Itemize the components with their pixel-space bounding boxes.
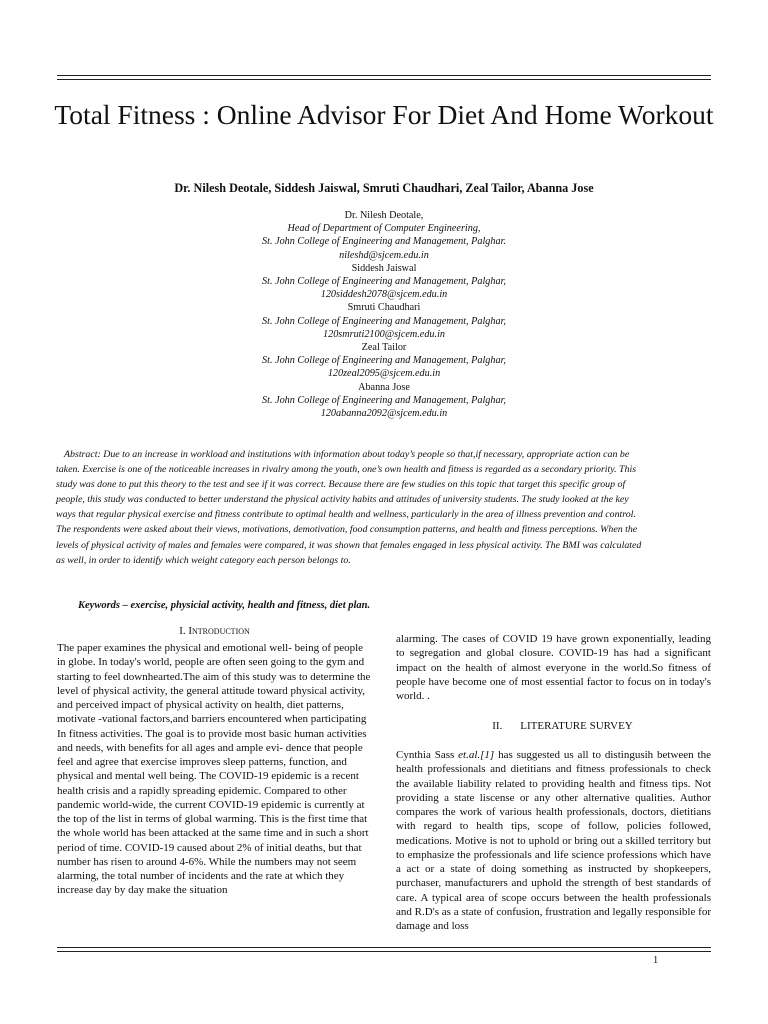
literature-text-start: Cynthia Sass [396, 749, 459, 761]
affiliation-name: Abanna Jose [358, 381, 410, 393]
affiliation-1 [140, 209, 628, 262]
top-rule-double [57, 79, 711, 80]
citation: et.al.[1] [458, 749, 495, 761]
bottom-rule-double [57, 951, 711, 952]
affiliation-line: St. John College of Engineering and Management, Palghar. [262, 236, 506, 248]
affiliation-name: Zeal Tailor [361, 342, 407, 354]
affiliations [140, 209, 628, 420]
affiliation-5 [140, 381, 628, 421]
bottom-rule [57, 947, 711, 948]
affiliation-name: Smruti Chaudhari [347, 302, 421, 314]
section-heading-introduction: I. Introduction [179, 625, 250, 637]
affiliation-line: St. John College of Engineering and Management, Palghar, [262, 315, 506, 327]
affiliation-4 [140, 341, 628, 381]
affiliation-line: St. John College of Engineering and Management, Palghar, [262, 276, 506, 288]
top-rule [57, 75, 711, 76]
affiliation-line: St. John College of Engineering and Management, Palghar, [262, 355, 506, 367]
section-number: II. [492, 720, 503, 732]
paper-title: Total Fitness : Online Advisor For Diet And Home Workout [54, 99, 714, 130]
keywords: Keywords – exercise, physicial activity, health and fitness, diet plan. [78, 600, 371, 611]
abstract-text: Abstract: Due to an increase in workload and institutions with information about today’s people so that,if necessary, appropriate action can be taken. Exercise is one of the noticeable increases in rivalry among the youth, one’s own health and fitness is regarded as a secondary priority. This study was done to put this theory to the test and see if it was correct. Because there are few studies on this topic that target this specific group of people, this study was conducted to better understand the physical activity habits and attitudes of university students. The study looked at the key ways that regular physical exercise and fitness contribute to optimal health and wellness, particularly in the area of illness prevention and control. The respondents were asked about their views, motivations, demotivation, food consumption patterns, and health and fitness perceptions. When the levels of physical activity of males and females were compared, it was shown that females engaged in less physical activity. The BMI was calculated as well, in order to identify which weight category each person belongs to. [56, 449, 642, 566]
affiliation-line: Head of Department of Computer Engineering, [287, 223, 481, 235]
literature-text-body: has suggested us all to distingusih between the health professionals and dietitians and fitness professionals to check the available liability related to providing health and fitness tips. Not providing a state liscense or any other alternative qualities. Author compares the work of various health professionals, doctors, dietitians with regard to health tips, scope of follow, policies followed, medications. Motive is not to uphold or bring out a skilled territory but to emphasize the professionals and life science professions which have a act or a state of doing something as instructed by shopkeepers, purchaser, manufacturers and uphold the strength of best standards of care. A typical area of scope occurs between the health professionals and R.D's as a state of confusion, frustration and legally responsible for damage and loss [396, 749, 711, 932]
section-heading-literature-survey [396, 720, 711, 732]
introduction-text: The paper examines the physical and emotional well- being of people in globe. In today's world, people are often seen going to the gym and starting to feel downhearted.The aim of this study was to determine the level of physical activity, the general attitude toward physical activity, and perceived impact of physical activity on health, diet patterns, motivate -vational factors,and barriers encountered when participating In fitness activities. The goal is to provide most basic human activities and needs, with benefits for all ages and ample evi- dence that people feel and agree that exercise improves sleep patterns, function, and physical and mental well being. The COVID-19 epidemic is a recent health crisis and a rapidly spreading epidemic. Compared to other pandemic world-wide, the current COVID-19 epidemic is currently at the top of the list in terms of global warming. This is the first time that the whole world has been attacked at the same time and in such a short period of time. COVID-19 caused about 2% of initial deaths, but that number has risen to around 4-6%. While the numbers may not seem alarming, the total number of incidents and the rate at which they increase day by day make the situation [57, 642, 371, 897]
affiliation-email: 120siddesh2078@sjcem.edu.in [320, 289, 448, 301]
affiliation-name: Siddesh Jaiswal [351, 262, 417, 274]
affiliation-name: Dr. Nilesh Deotale, [344, 210, 424, 221]
introduction-continued-text: alarming. The cases of COVID 19 have grown exponentially, leading to segregation and global closure. COVID-19 has had a significant impact on the health of almost everyone in the world.So fitness of people have become one of most essential factor to focus on in today's world. . [396, 633, 711, 702]
section-title: LITERATURE SURVEY [520, 720, 633, 732]
affiliation-email: 120zeal2095@sjcem.edu.in [327, 368, 441, 380]
literature-survey-text [396, 748, 711, 933]
affiliation-email: 120smruti2100@sjcem.edu.in [323, 328, 445, 340]
affiliation-email: 120abanna2092@sjcem.edu.in [320, 408, 448, 420]
affiliation-email: nileshd@sjcem.edu.in [339, 249, 429, 261]
affiliation-3 [140, 301, 628, 341]
abstract [56, 447, 650, 568]
page-number: 1 [653, 955, 659, 966]
affiliation-2 [140, 262, 628, 302]
affiliation-line: St. John College of Engineering and Management, Palghar, [262, 394, 506, 406]
author-list: Dr. Nilesh Deotale, Siddesh Jaiswal, Smruti Chaudhari, Zeal Tailor, Abanna Jose [174, 181, 594, 195]
